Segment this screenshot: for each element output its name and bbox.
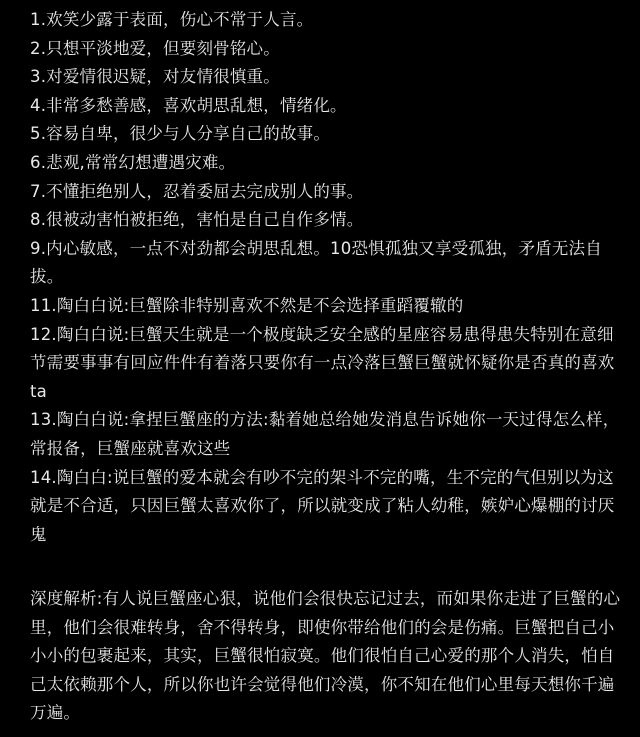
list-item: 3.对爱情很迟疑，对友情很慎重。 [30, 67, 280, 87]
list-item: 7.不懂拒绝别人，忍着委屈去完成别人的事。 [30, 181, 364, 201]
list-item: 6.悲观,常常幻想遭遇灾难。 [30, 152, 236, 172]
list-item: 9.内心敏感，一点不对劲都会胡思乱想。10恐惧孤独又享受孤独，矛盾无法自拔。 [30, 238, 602, 287]
list-item: 8.很被动害怕被拒绝，害怕是自己自作多情。 [30, 210, 364, 230]
list-item: 1.欢笑少露于表面，伤心不常于人言。 [30, 10, 314, 29]
list-item: 2.只想平淡地爱，但要刻骨铭心。 [30, 38, 280, 58]
list-item: 4.非常多愁善感，喜欢胡思乱想，情绪化。 [30, 95, 347, 115]
list-item: 5.容易自卑，很少与人分享自己的故事。 [30, 124, 331, 144]
list-item: 14.陶白白:说巨蟹的爱本就会有吵不完的架斗不完的嘴，生不完的气但别以为这就是不合适，只因巨蟹太喜欢你了，所以就变成了粘人幼稚，嫉妒心爆棚的讨厌鬼 [30, 467, 615, 544]
trait-list [30, 6, 620, 549]
list-item: 11.陶白白说:巨蟹除非特别喜欢不然是不会选择重蹈覆辙的 [30, 295, 464, 315]
analysis-paragraph: 深度解析:有人说巨蟹座心狠，说他们会很快忘记过去，而如果你走进了巨蟹的心里，他们会很难转身，舍不得转身，即使你带给他们的会是伤痛。巨蟹把自己小小小的包裹起来，其实，巨蟹很怕寂寞。他们很怕自己心爱的那个人消失，怕自己太依赖那个人，所以你也许会觉得他们冷漠，你不知在他们心里每天想你千遍万遍。 [30, 589, 621, 723]
list-item: 13.陶白白说:拿捏巨蟹座的方法:黏着她总给她发消息告诉她你一天过得怎么样，常报备，巨蟹座就喜欢这些 [30, 410, 620, 458]
list-item: 12.陶白白说:巨蟹天生就是一个极度缺乏安全感的星座容易患得患失特别在意细节需要事事有回应件件有着落只要你有一点冷落巨蟹巨蟹就怀疑你是否真的喜欢ta [30, 324, 615, 401]
